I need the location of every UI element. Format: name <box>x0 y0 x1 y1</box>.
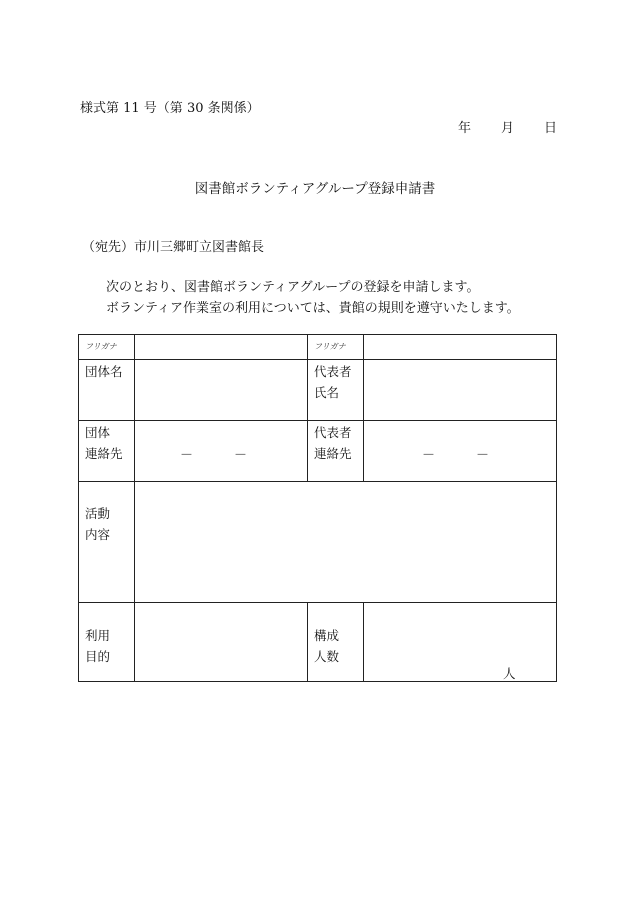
registration-form-table <box>78 334 557 682</box>
furigana-label-group: フリガナ <box>85 342 117 351</box>
group-name-field[interactable] <box>136 361 305 418</box>
column-divider <box>307 335 308 481</box>
members-label-line2: 人数 <box>314 649 340 664</box>
form-number: 様式第 11 号（第 30 条関係） <box>80 101 260 116</box>
activity-label-line1: 活動 <box>85 506 111 521</box>
row-divider <box>79 602 556 603</box>
activity-label-line2: 内容 <box>85 527 111 542</box>
date-month-label: 月 <box>501 121 515 136</box>
group-phone-dash-2: － <box>234 448 248 463</box>
addressee: （宛先）市川三郷町立図書館長 <box>82 240 265 255</box>
representative-name-label-line1: 代表者 <box>314 364 352 379</box>
group-contact-label-line1: 団体 <box>85 425 111 440</box>
column-divider <box>363 602 364 681</box>
group-contact-label-line2: 連絡先 <box>85 446 123 461</box>
date-line <box>458 117 557 136</box>
representative-furigana-field[interactable] <box>365 337 554 357</box>
purpose-label-line1: 利用 <box>85 628 111 643</box>
column-divider <box>134 335 135 681</box>
representative-name-label-line2: 氏名 <box>314 385 340 400</box>
group-phone-dash-1: － <box>180 448 194 463</box>
representative-phone-dash-1: － <box>422 448 436 463</box>
members-count-field[interactable] <box>365 604 505 679</box>
representative-contact-label-line1: 代表者 <box>314 425 352 440</box>
column-divider <box>307 602 308 681</box>
row-divider <box>79 481 556 482</box>
activity-content-field[interactable] <box>136 483 554 600</box>
row-divider <box>79 359 556 360</box>
group-furigana-field[interactable] <box>136 337 305 357</box>
representative-name-field[interactable] <box>365 361 554 418</box>
purpose-label-line2: 目的 <box>85 649 111 664</box>
furigana-label-representative: フリガナ <box>314 342 346 351</box>
row-divider <box>79 420 556 421</box>
document-title: 図書館ボランティアグループ登録申請書 <box>194 181 436 197</box>
members-label-line1: 構成 <box>314 628 340 643</box>
column-divider <box>363 335 364 481</box>
body-line-2: ボランティア作業室の利用については、貴館の規則を遵守いたします。 <box>106 301 520 316</box>
representative-phone-dash-2: － <box>476 448 490 463</box>
purpose-field[interactable] <box>136 604 305 679</box>
members-unit: 人 <box>503 666 516 681</box>
date-year-label: 年 <box>458 121 472 136</box>
representative-contact-label-line2: 連絡先 <box>314 446 352 461</box>
date-day-label: 日 <box>544 121 558 136</box>
group-name-label: 団体名 <box>85 364 123 379</box>
body-line-1: 次のとおり、図書館ボランティアグループの登録を申請します。 <box>106 280 480 295</box>
